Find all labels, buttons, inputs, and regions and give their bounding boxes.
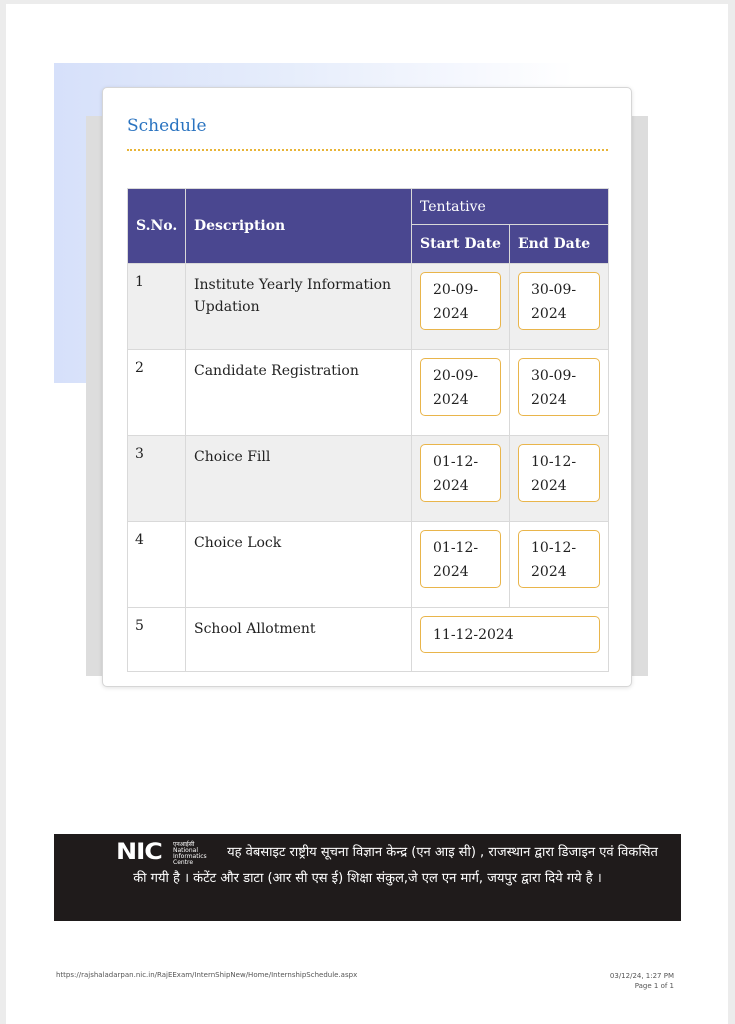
row-description: Institute Yearly Information Updation xyxy=(186,264,412,350)
header-start-date: Start Date xyxy=(412,225,510,264)
schedule-table xyxy=(127,188,609,672)
print-stamp xyxy=(610,971,674,991)
table-row xyxy=(128,436,609,522)
start-date-field: 01-12- 2024 xyxy=(420,444,501,502)
row-description: Choice Lock xyxy=(186,522,412,608)
schedule-card xyxy=(102,87,632,687)
table-row xyxy=(128,608,609,672)
start-date-field: 20-09- 2024 xyxy=(420,358,501,416)
row-description: School Allotment xyxy=(186,608,412,672)
title-divider xyxy=(127,149,608,151)
footer-credit-text: यह वेबसाइट राष्ट्रीय सूचना विज्ञान केन्द्र (एन आइ सी) , राजस्थान द्वारा डिजाइन एवं विकसित की गयी है । कंटेंट और डाटा (आर सी एस ई) शिक्षा संकुल,जे एल एन मार्ग, जयपुर द्वारा दिये गये है । xyxy=(133,845,658,886)
table-row xyxy=(128,350,609,436)
end-date-field: 10-12- 2024 xyxy=(518,530,600,588)
end-date-field: 30-09- 2024 xyxy=(518,358,600,416)
table-row xyxy=(128,264,609,350)
start-date-field: 20-09- 2024 xyxy=(420,272,501,330)
nic-logo-subtitle: एनआईसी National Informatics Centre xyxy=(173,841,207,866)
row-sno: 4 xyxy=(128,522,186,608)
row-sno: 2 xyxy=(128,350,186,436)
printed-page xyxy=(6,4,728,1024)
row-description: Choice Fill xyxy=(186,436,412,522)
header-sno: S.No. xyxy=(128,189,186,264)
row-description: Candidate Registration xyxy=(186,350,412,436)
start-date-field: 01-12- 2024 xyxy=(420,530,501,588)
print-page-number: Page 1 of 1 xyxy=(634,982,674,990)
row-sno: 1 xyxy=(128,264,186,350)
header-end-date: End Date xyxy=(510,225,609,264)
end-date-field: 30-09- 2024 xyxy=(518,272,600,330)
footer-banner xyxy=(54,834,681,921)
nic-logo-text: NIC xyxy=(116,840,162,865)
print-url: https://rajshaladarpan.nic.in/RajEExam/InternShipNew/Home/InternshipSchedule.aspx xyxy=(56,971,358,979)
print-datetime: 03/12/24, 1:27 PM xyxy=(609,972,674,980)
row-sno: 3 xyxy=(128,436,186,522)
schedule-title: Schedule xyxy=(127,116,207,136)
row-sno: 5 xyxy=(128,608,186,672)
header-tentative: Tentative xyxy=(412,189,609,225)
allotment-date-field: 11-12-2024 xyxy=(420,616,600,653)
header-description: Description xyxy=(186,189,412,264)
end-date-field: 10-12- 2024 xyxy=(518,444,600,502)
table-row xyxy=(128,522,609,608)
